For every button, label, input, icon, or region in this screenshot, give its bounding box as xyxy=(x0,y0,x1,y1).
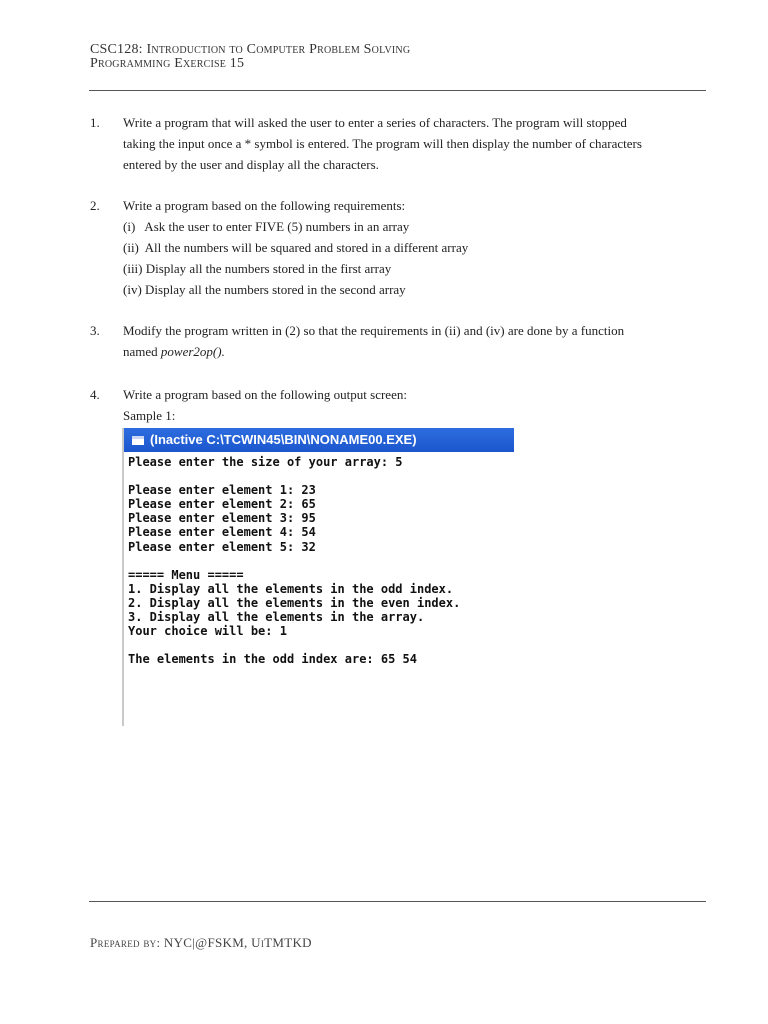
console-text xyxy=(128,455,514,666)
console-line: 2. Display all the elements in the even index. xyxy=(128,595,461,610)
text-fragment: named xyxy=(123,344,161,359)
question-line: Write a program that will asked the user to enter a series of characters. The program will stopped xyxy=(123,115,627,130)
console-line xyxy=(128,469,514,483)
requirement-iv: (iv) Display all the numbers stored in the second array xyxy=(123,282,406,297)
console-output-screenshot xyxy=(122,428,514,726)
console-line: ===== Menu ===== xyxy=(128,567,244,582)
question-line xyxy=(123,341,710,362)
console-line xyxy=(128,554,514,568)
console-title: (Inactive C:\TCWIN45\BIN\NONAME00.EXE) xyxy=(150,432,417,447)
console-line: 3. Display all the elements in the array. xyxy=(128,610,425,625)
requirement-i: (i) Ask the user to enter FIVE (5) numbers in an array xyxy=(123,219,410,234)
course-title: CSC128: Introduction to Computer Problem Solving xyxy=(90,42,411,57)
question-line: Write a program based on the following output screen: xyxy=(123,387,407,402)
question-number: 1. xyxy=(90,115,100,130)
console-line xyxy=(128,638,514,652)
question-3 xyxy=(90,320,710,362)
question-line: Modify the program written in (2) so that the requirements in (ii) and (iv) are done by a function xyxy=(123,323,625,338)
question-line: Write a program based on the following requirements: xyxy=(123,198,406,213)
sample-label: Sample 1: xyxy=(123,408,176,423)
question-line: entered by the user and display all the characters. xyxy=(123,157,379,172)
console-line: 1. Display all the elements in the odd index. xyxy=(128,581,454,596)
question-2 xyxy=(90,195,710,300)
requirement-ii: (ii) All the numbers will be squared and stored in a different array xyxy=(123,240,469,255)
question-number: 2. xyxy=(90,198,100,213)
document-footer: Prepared by: NYC|@FSKM, UiTMTKD xyxy=(90,935,312,950)
footer-divider xyxy=(89,901,706,902)
exercise-title: Programming Exercise 15 xyxy=(90,56,245,71)
question-1 xyxy=(90,112,710,175)
console-title-bar xyxy=(124,428,514,452)
function-name: power2op(). xyxy=(160,344,225,359)
console-line: The elements in the odd index are: 65 54 xyxy=(128,652,417,667)
console-line: Please enter element 4: 54 xyxy=(128,525,316,540)
console-line: Please enter element 5: 32 xyxy=(128,539,316,554)
console-line: Please enter element 1: 23 xyxy=(128,483,316,498)
question-number: 3. xyxy=(90,323,100,338)
window-icon xyxy=(132,436,144,445)
console-line: Your choice will be: 1 xyxy=(128,624,287,639)
question-line: taking the input once a * symbol is entered. The program will then display the number of characters xyxy=(123,136,642,151)
console-line: Please enter the size of your array: 5 xyxy=(128,455,403,469)
header-divider xyxy=(89,90,706,91)
document-header xyxy=(90,43,410,71)
console-line: Please enter element 2: 65 xyxy=(128,497,316,512)
question-number: 4. xyxy=(90,387,100,402)
requirement-iii: (iii) Display all the numbers stored in the first array xyxy=(123,261,392,276)
console-line: Please enter element 3: 95 xyxy=(128,511,316,526)
question-4 xyxy=(90,384,710,426)
